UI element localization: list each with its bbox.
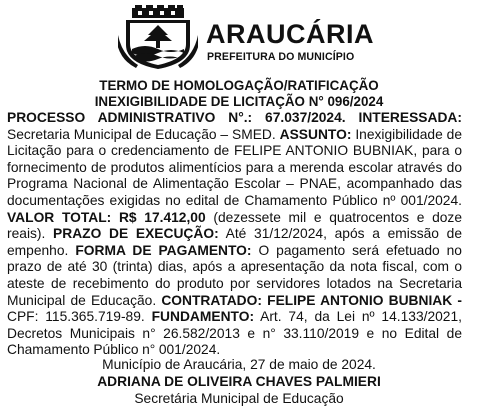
document-body xyxy=(7,110,462,359)
date-line: Município de Araucária, 27 de maio de 2024. xyxy=(102,357,376,372)
fundamento-value: Art. 74, da Lei nº 14.133/2021, Decretos Municipais n° 26.582/2013 e n° 33.110/2019 e no Edital de Chamamento Público n° 001/2024. xyxy=(7,309,462,358)
prazo-value: Até 31/12/2024, após a emissão de empenho. xyxy=(7,226,462,258)
valor-value: (dezessete mil e quatrocentos e doze reais). xyxy=(7,209,462,242)
processo-label: PROCESSO ADMINISTRATIVO N°.: 67.037/2024. xyxy=(7,110,346,125)
document-subtitle: INEXIGIBILIDADE DE LICITAÇÃO N° 096/2024 xyxy=(94,94,384,109)
interessada-value: Secretaria Municipal de Educação – SMED. xyxy=(7,126,276,142)
interessada-label: INTERESSADA: xyxy=(358,110,462,125)
city-name: ARAUCÁRIA xyxy=(206,19,374,49)
document-title: TERMO DE HOMOLOGAÇÃO/RATIFICAÇÃO xyxy=(99,78,379,93)
pagamento-label: FORMA DE PAGAMENTO: xyxy=(75,242,252,258)
signer-role: Secretária Municipal de Educação xyxy=(134,391,344,406)
contratado-value: CPF: 115.365.719-89. xyxy=(7,309,145,325)
pagamento-value: O pagamento será efetuado no prazo de até 30 (trinta) dias, após a apresentação da nota fiscal, com o ateste de recebimento do produto por servidores lotados na Secretaria Municipal de Educação. xyxy=(7,242,462,308)
araucaria-coat-of-arms-icon xyxy=(118,5,198,71)
valor-label: VALOR TOTAL: R$ 17.412,00 xyxy=(7,209,206,225)
fundamento-label: FUNDAMENTO: xyxy=(151,309,255,325)
signer-name: ADRIANA DE OLIVEIRA CHAVES PALMIERI xyxy=(97,374,381,389)
contratado-label: CONTRATADO: FELIPE ANTONIO BUBNIAK - xyxy=(161,292,462,308)
assunto-value: Inexigibilidade de Licitação para o credenciamento de FELIPE ANTONIO BUBNIAK, para o fornecimento de produtos alimentícios para a merenda escolar através do Programa Nacional de Alimentação Escolar – PNAE, acompanhado das documentações exigidas no edital de Chamamento Público nº 001/2024. xyxy=(7,126,463,208)
prazo-label: PRAZO DE EXECUÇÃO: xyxy=(53,226,219,242)
header-logo xyxy=(118,5,378,71)
prefeitura-subtitle: PREFEITURA DO MUNICÍPIO xyxy=(207,51,355,63)
assunto-label: ASSUNTO: xyxy=(279,126,352,142)
